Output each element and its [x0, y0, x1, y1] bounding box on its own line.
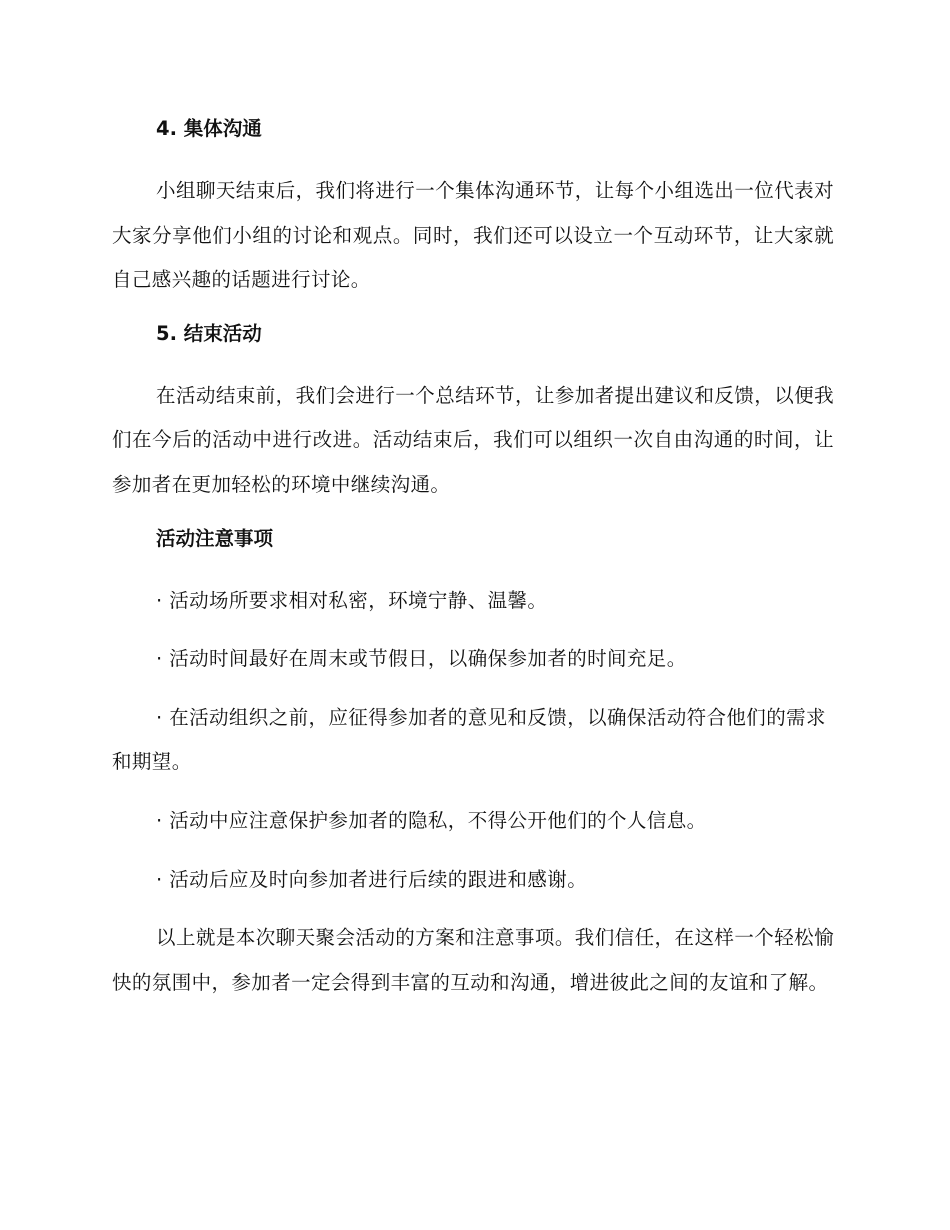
notes-item: · 活动后应及时向参加者进行后续的跟进和感谢。 — [156, 867, 588, 891]
section-paragraph-group-communication: 小组聊天结束后，我们将进行一个集体沟通环节，让每个小组选出一位代表对大家分享他们小组的讨论和观点。同时，我们还可以设立一个互动环节，让大家就自己感兴趣的话题进行讨论。 — [112, 179, 834, 292]
notes-item: · 活动中应注意保护参加者的隐私，不得公开他们的个人信息。 — [156, 808, 707, 832]
conclusion-paragraph: 以上就是本次聊天聚会活动的方案和注意事项。我们信任，在这样一个轻松愉快的氛围中，参加者一定会得到丰富的互动和沟通，增进彼此之间的友谊和了解。 — [112, 926, 834, 994]
section-heading-end-activity: 5. 结束活动 — [156, 321, 262, 345]
notes-item: · 活动时间最好在周末或节假日，以确保参加者的时间充足。 — [156, 647, 687, 671]
notes-item: · 在活动组织之前，应征得参加者的意见和反馈，以确保活动符合他们的需求和期望。 — [112, 705, 826, 774]
section-heading-group-communication: 4. 集体沟通 — [156, 117, 262, 140]
document-body — [112, 112, 834, 1019]
section-paragraph-end-activity: 在活动结束前，我们会进行一个总结环节，让参加者提出建议和反馈，以便我们在今后的活动中进行改进。活动结束后，我们可以组织一次自由沟通的时间，让参加者在更加轻松的环境中继续沟通。 — [112, 383, 834, 496]
notes-item: · 活动场所要求相对私密，环境宁静、温馨。 — [156, 588, 548, 612]
notes-heading: 活动注意事项 — [156, 526, 274, 550]
